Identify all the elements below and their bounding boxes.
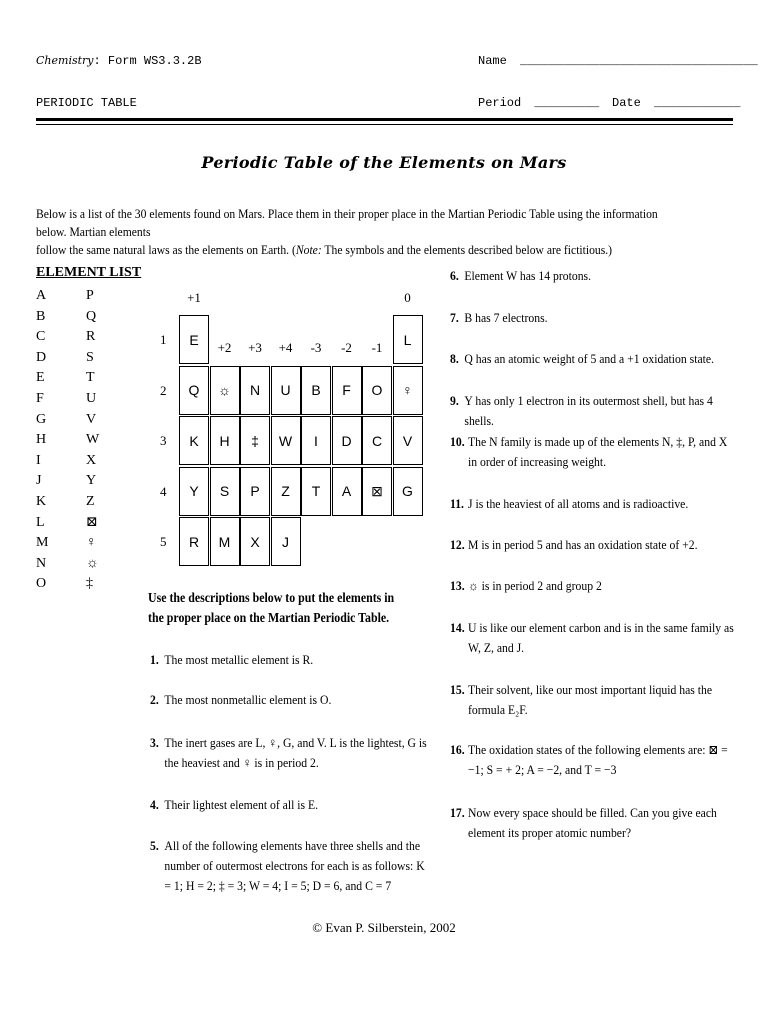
course-name: Chemistry bbox=[36, 54, 94, 67]
group-label: -1 bbox=[371, 340, 383, 355]
item-text: Y has only 1 electron in its outermost shell, but has 4 shells. bbox=[464, 393, 713, 428]
table-cell[interactable]: K bbox=[179, 416, 209, 465]
element-list-item: D bbox=[36, 349, 47, 365]
table-cell[interactable]: F bbox=[332, 366, 362, 415]
header-rule-thick bbox=[36, 118, 733, 121]
table-cell[interactable]: V bbox=[393, 416, 423, 465]
table-cell[interactable]: I bbox=[301, 416, 331, 465]
table-cell[interactable]: ⊠ bbox=[362, 467, 392, 516]
element-list-item: ‡ bbox=[86, 576, 93, 592]
element-list-item: B bbox=[36, 308, 46, 324]
intro-line-1: Below is a list of the 30 elements found on Mars. Place them in their proper place in the Martian Periodic Table using the information below. Martian elements bbox=[36, 207, 658, 239]
item-number: 10. bbox=[450, 434, 465, 449]
item-number: 16. bbox=[450, 742, 465, 757]
item-text: U is like our element carbon and is in the same family as W, Z, and J. bbox=[468, 620, 734, 655]
note-label: Note: bbox=[295, 243, 322, 257]
date-field[interactable] bbox=[612, 96, 740, 110]
item-text: The inert gases are L, ♀, G, and V. L is the lightest, G is the heaviest and ♀ is in period 2. bbox=[164, 735, 427, 770]
table-cell[interactable]: ☼ bbox=[210, 366, 240, 415]
element-list-item: O bbox=[36, 576, 47, 592]
item-text: Q has an atomic weight of 5 and a +1 oxidation state. bbox=[464, 351, 715, 366]
item-text: ☼ is in period 2 and group 2 bbox=[468, 578, 602, 593]
group-label: +2 bbox=[217, 340, 232, 355]
table-cell[interactable]: ‡ bbox=[240, 416, 270, 465]
header-rule-thin bbox=[36, 124, 733, 125]
item-text: B has 7 electrons. bbox=[464, 310, 548, 325]
item-number: 7. bbox=[450, 310, 459, 325]
element-list-item: P bbox=[86, 288, 94, 303]
table-cell[interactable]: N bbox=[240, 366, 270, 415]
element-list-item: ☼ bbox=[86, 555, 99, 571]
element-list-item: C bbox=[36, 329, 46, 345]
description-item bbox=[450, 432, 736, 472]
element-list-item: T bbox=[86, 370, 95, 386]
period-label: 4 bbox=[160, 483, 167, 499]
element-list-item: M bbox=[36, 535, 49, 551]
item-text: The oxidation states of the following elements are: ⊠ = −1; S = + 2; A = −2, and T = −3 bbox=[468, 742, 728, 777]
item-text: The most metallic element is R. bbox=[164, 652, 314, 667]
group-label: 0 bbox=[404, 290, 411, 305]
intro-paragraph bbox=[36, 205, 687, 259]
description-item bbox=[450, 576, 736, 596]
date-label: Date bbox=[612, 96, 641, 110]
item-text: J is the heaviest of all atoms and is radioactive. bbox=[468, 496, 689, 511]
table-cell[interactable]: G bbox=[393, 467, 423, 516]
element-list-item: N bbox=[36, 555, 47, 571]
element-list-item: V bbox=[86, 411, 97, 427]
description-item bbox=[450, 618, 736, 658]
description-item bbox=[450, 535, 736, 555]
table-cell[interactable]: Q bbox=[179, 366, 209, 415]
element-list-item: I bbox=[36, 452, 41, 468]
element-list-item: F bbox=[36, 390, 44, 406]
group-label: -2 bbox=[341, 340, 352, 355]
table-cell[interactable]: D bbox=[332, 416, 362, 465]
period-field[interactable] bbox=[478, 96, 599, 110]
item-number: 4. bbox=[150, 797, 159, 812]
group-label: +4 bbox=[278, 340, 293, 355]
element-list-item: J bbox=[36, 473, 42, 489]
element-list-item: K bbox=[36, 493, 47, 509]
table-cell[interactable]: W bbox=[271, 416, 301, 465]
element-list-item: H bbox=[36, 432, 47, 448]
item-text: The most nonmetallic element is O. bbox=[164, 692, 332, 707]
form-code: : Form WS3.3.2B bbox=[93, 54, 202, 68]
item-text: The N family is made up of the elements N, ‡, P, and X in order of increasing weight. bbox=[468, 434, 728, 469]
name-blank[interactable]: _________________________________ bbox=[520, 54, 758, 68]
table-cell[interactable]: J bbox=[271, 517, 301, 566]
description-item bbox=[450, 308, 736, 328]
element-list-item: Z bbox=[86, 493, 95, 509]
element-list-column-1 bbox=[36, 286, 48, 595]
table-cell[interactable]: E bbox=[179, 315, 209, 364]
group-label: -3 bbox=[310, 340, 322, 355]
item-number: 13. bbox=[450, 578, 465, 593]
element-list-item: A bbox=[36, 288, 47, 303]
description-item bbox=[450, 391, 736, 431]
item-text: M is in period 5 and has an oxidation state of +2. bbox=[468, 537, 698, 552]
period-label: 2 bbox=[160, 382, 167, 398]
period-label: 1 bbox=[160, 332, 167, 347]
group-label: +1 bbox=[187, 290, 201, 305]
description-item bbox=[150, 650, 429, 670]
item-number: 14. bbox=[450, 620, 465, 635]
course-label bbox=[36, 54, 202, 68]
item-text: Their solvent, like our most important liquid has the formula E₂F. bbox=[468, 682, 713, 717]
table-cell[interactable]: P bbox=[240, 467, 270, 516]
table-cell[interactable]: H bbox=[210, 416, 240, 465]
name-label: Name bbox=[478, 54, 507, 68]
item-number: 6. bbox=[450, 268, 459, 283]
element-list-item: Q bbox=[86, 308, 97, 324]
item-number: 2. bbox=[150, 692, 159, 707]
element-list-item: U bbox=[86, 390, 97, 406]
description-item bbox=[450, 680, 736, 720]
item-number: 17. bbox=[450, 805, 465, 820]
table-cell[interactable]: T bbox=[301, 467, 331, 516]
item-text: Element W has 14 protons. bbox=[464, 268, 592, 283]
element-list-item: Y bbox=[86, 473, 97, 489]
table-cell[interactable]: B bbox=[301, 366, 331, 415]
description-item bbox=[150, 690, 429, 710]
item-number: 3. bbox=[150, 735, 159, 750]
table-cell[interactable]: Z bbox=[271, 467, 301, 516]
date-blank[interactable]: ____________ bbox=[654, 96, 741, 110]
description-item bbox=[150, 795, 429, 815]
period-blank[interactable]: _________ bbox=[534, 96, 600, 110]
item-number: 9. bbox=[450, 393, 459, 408]
table-cell[interactable]: R bbox=[179, 517, 209, 566]
item-number: 12. bbox=[450, 537, 465, 552]
description-item bbox=[150, 733, 429, 773]
element-list-item: S bbox=[86, 349, 94, 365]
element-list-item: ⊠ bbox=[86, 514, 98, 530]
table-cell[interactable]: O bbox=[362, 366, 392, 415]
item-number: 5. bbox=[150, 838, 159, 853]
period-label: Period bbox=[478, 96, 522, 110]
table-cell[interactable]: L bbox=[393, 315, 423, 364]
copyright: © Evan P. Silberstein, 2002 bbox=[312, 920, 456, 935]
group-label: +3 bbox=[248, 340, 262, 355]
element-list-item: E bbox=[36, 370, 45, 386]
element-list-item: G bbox=[36, 411, 47, 427]
table-cell[interactable]: U bbox=[271, 366, 301, 415]
table-cell[interactable]: M bbox=[210, 517, 240, 566]
description-item bbox=[450, 266, 736, 286]
item-number: 8. bbox=[450, 351, 459, 366]
item-number: 15. bbox=[450, 682, 465, 697]
element-list-item: L bbox=[36, 514, 45, 530]
table-cell[interactable]: S bbox=[210, 467, 240, 516]
element-list-item: W bbox=[86, 432, 100, 448]
table-cell[interactable]: ♀ bbox=[393, 366, 423, 415]
table-cell[interactable]: X bbox=[240, 517, 270, 566]
item-text: Now every space should be filled. Can you give each element its proper atomic number? bbox=[468, 805, 717, 840]
description-item bbox=[150, 836, 429, 896]
table-cell[interactable]: C bbox=[362, 416, 392, 465]
page-title: Periodic Table of the Elements on Mars bbox=[201, 153, 567, 172]
intro-line-2: follow the same natural laws as the elements on Earth. (Note: The symbols and the elements described below are fictitious.) bbox=[36, 243, 613, 257]
period-label: 5 bbox=[160, 534, 167, 549]
instructions: Use the descriptions below to put the elements in the proper place on the Martian Periodic Table. bbox=[148, 590, 395, 625]
section-label: PERIODIC TABLE bbox=[36, 96, 137, 110]
element-list-title: ELEMENT LIST bbox=[36, 265, 142, 280]
description-item bbox=[450, 803, 736, 843]
name-field[interactable] bbox=[478, 54, 758, 68]
description-item bbox=[450, 349, 736, 369]
element-list-item: ♀ bbox=[86, 535, 97, 551]
item-number: 11. bbox=[450, 496, 464, 511]
element-list-item: R bbox=[86, 329, 96, 345]
description-item bbox=[450, 740, 736, 780]
item-number: 1. bbox=[150, 652, 159, 667]
element-list-column-2 bbox=[86, 286, 99, 595]
table-cell[interactable]: A bbox=[332, 467, 362, 516]
table-cell[interactable]: Y bbox=[179, 467, 209, 516]
item-text: Their lightest element of all is E. bbox=[164, 797, 319, 812]
description-item bbox=[450, 494, 736, 514]
period-label: 3 bbox=[160, 433, 167, 448]
element-list-item: X bbox=[86, 452, 97, 468]
item-text: All of the following elements have three shells and the number of outermost electrons for each is as follows: K = 1; H = 2; ‡ = 3; W = 4; I = 5; D = 6, and C = 7 bbox=[164, 838, 425, 893]
